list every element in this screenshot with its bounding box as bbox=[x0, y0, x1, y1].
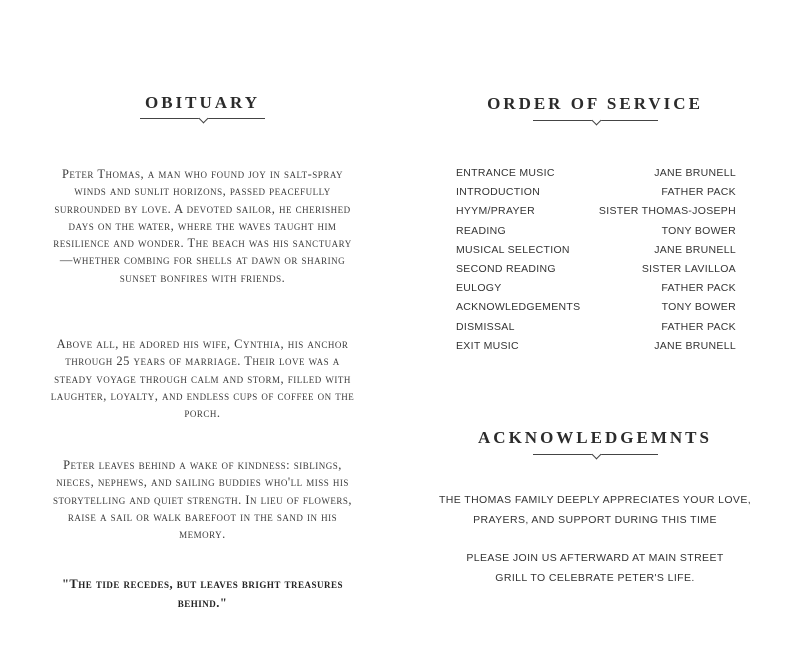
acknowledgements-invitation: PLEASE JOIN US AFTERWARD AT MAIN STREET GRILL TO CELEBRATE PETER'S LIFE. bbox=[466, 552, 724, 584]
service-person: JANE BRUNELL bbox=[654, 243, 736, 256]
acknowledgements-title: ACKNOWLEDGEMNTS bbox=[478, 428, 712, 447]
service-part: ACKNOWLEDGEMENTS bbox=[456, 301, 581, 314]
service-row bbox=[456, 260, 736, 279]
order-of-service-title: ORDER OF SERVICE bbox=[487, 94, 703, 113]
obituary-divider bbox=[140, 115, 265, 123]
service-person: JANE BRUNELL bbox=[654, 339, 736, 352]
service-part: EXIT MUSIC bbox=[456, 339, 519, 352]
acknowledgements-thanks: THE THOMAS FAMILY DEEPLY APPRECIATES YOUR LOVE, PRAYERS, AND SUPPORT DURING THIS TIME bbox=[438, 494, 752, 526]
service-row bbox=[456, 279, 736, 298]
obituary-title: OBITUARY bbox=[144, 93, 261, 112]
service-person: TONY BOWER bbox=[661, 301, 736, 314]
service-part: MUSICAL SELECTION bbox=[456, 243, 570, 256]
service-part: SECOND READING bbox=[456, 262, 556, 275]
service-part: READING bbox=[456, 224, 506, 237]
order-of-service-divider bbox=[533, 117, 658, 125]
obituary-paragraph-1: Peter Thomas, a man who found joy in salt-spray winds and sunlit horizons, passed peacefully surrounded by love. A devoted sailor, he cherished days on the water, where the waves taught him resilience and wonder. The beach was his sanctuary—whether combing for shells at dawn or sharing sunset bonfires with friends. bbox=[53, 167, 352, 285]
service-part: HYYM/PRAYER bbox=[456, 205, 535, 218]
service-part: EULOGY bbox=[456, 282, 502, 295]
service-person: FATHER PACK bbox=[661, 186, 736, 199]
service-person: SISTER LAVILLOA bbox=[641, 262, 736, 275]
service-part: INTRODUCTION bbox=[456, 186, 541, 199]
service-person: FATHER PACK bbox=[661, 282, 736, 295]
service-person: JANE BRUNELL bbox=[654, 167, 736, 179]
service-row bbox=[456, 298, 736, 317]
service-row bbox=[456, 318, 736, 337]
service-part: ENTRANCE MUSIC bbox=[456, 167, 555, 179]
obituary-paragraph-3: Peter leaves behind a wake of kindness: siblings, nieces, nephews, and sailing buddies who'll miss his storytelling and quiet strength. In lieu of flowers, raise a sail or walk barefoot in the sand in his memory. bbox=[52, 458, 353, 542]
service-person: SISTER THOMAS-JOSEPH bbox=[598, 205, 736, 218]
service-row bbox=[456, 241, 736, 260]
acknowledgements-divider bbox=[533, 451, 658, 459]
service-row bbox=[456, 337, 736, 356]
service-row bbox=[456, 222, 736, 241]
service-person: TONY BOWER bbox=[661, 224, 736, 237]
service-row bbox=[456, 183, 736, 202]
service-row bbox=[456, 202, 736, 221]
obituary-quote: "The tide recedes, but leaves bright treasures behind." bbox=[61, 577, 344, 610]
service-person: FATHER PACK bbox=[661, 320, 736, 333]
service-list bbox=[456, 164, 736, 356]
obituary-paragraph-2: Above all, he adored his wife, Cynthia, his anchor through 25 years of marriage. Their love was a steady voyage through calm and storm, filled with laughter, loyalty, and endless cups of coffee on the porch. bbox=[50, 337, 355, 421]
service-part: DISMISSAL bbox=[456, 320, 515, 333]
service-row bbox=[456, 164, 736, 183]
